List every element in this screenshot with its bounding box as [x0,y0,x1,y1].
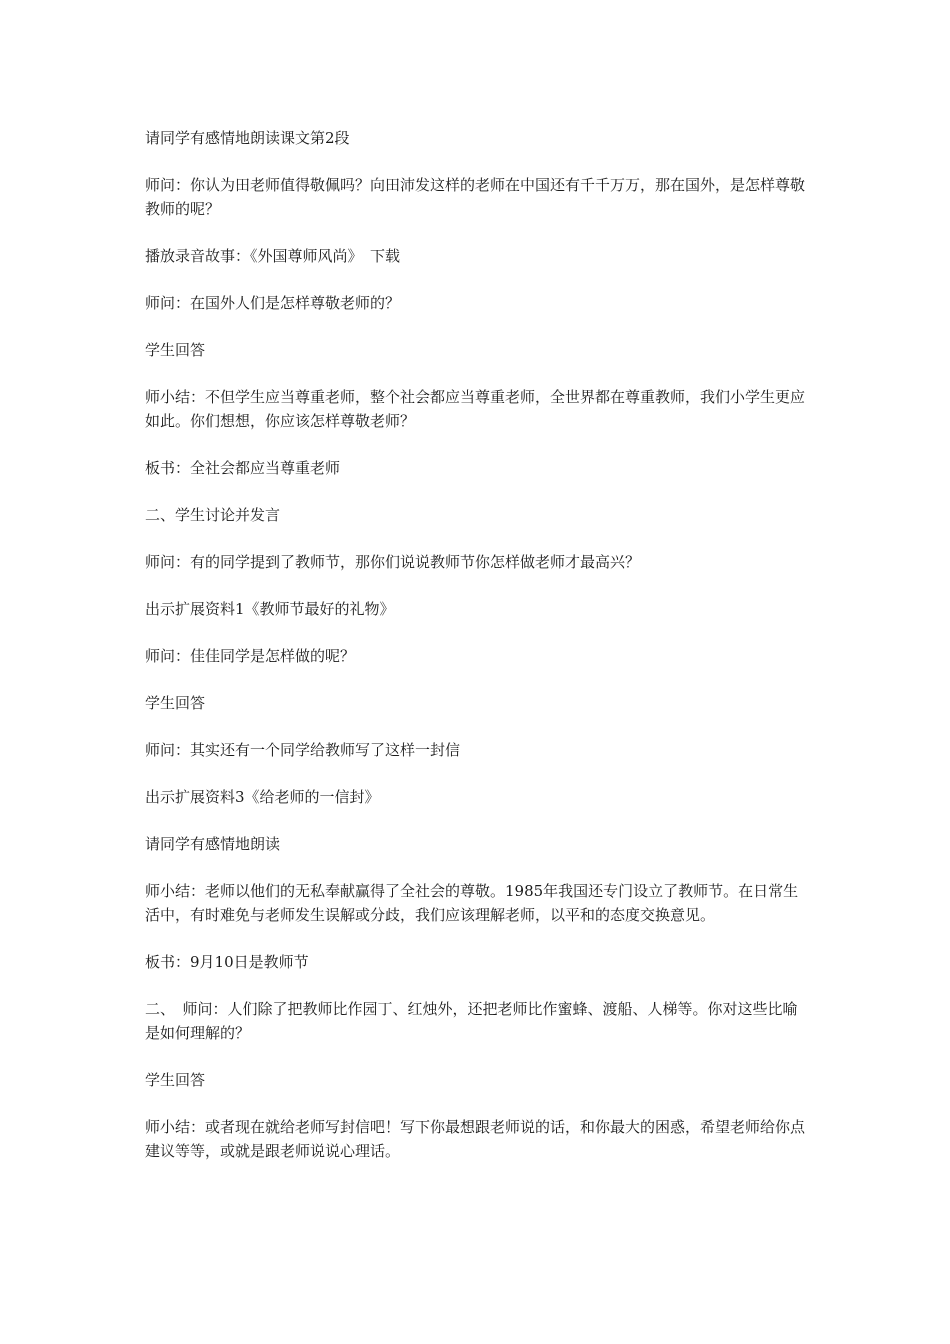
paragraph: 学生回答 [145,341,206,359]
paragraph: 板书：9月10日是教师节 [145,953,309,971]
paragraph: 师问：有的同学提到了教师节，那你们说说教师节你怎样做老师才最高兴？ [145,553,641,571]
paragraph: 请同学有感情地朗读课文第2段 [145,129,350,147]
paragraph: 师问：佳佳同学是怎样做的呢？ [145,647,356,665]
paragraph: 师小结：老师以他们的无私奉献赢得了全社会的尊敬。1985年我国还专门设立了教师节。在日常生活中，有时难免与老师发生误解或分歧，我们应该理解老师，以平和的态度交换意见。 [145,882,799,924]
paragraph: 师问：在国外人们是怎样尊敬老师的？ [145,294,401,312]
document-body [145,126,810,1186]
paragraph: 出示扩展资料3《给老师的一信封》 [145,788,380,806]
section-heading: 二、学生讨论并发言 [145,506,281,524]
paragraph: 师问：其实还有一个同学给教师写了这样一封信 [145,741,461,759]
paragraph: 师小结：或者现在就给老师写封信吧！写下你最想跟老师说的话，和你最大的困惑，希望老师给你点建议等等，或就是跟老师说说心理话。 [145,1118,806,1160]
paragraph: 请同学有感情地朗读 [145,835,281,853]
paragraph: 学生回答 [145,1071,206,1089]
paragraph: 师问：你认为田老师值得敬佩吗？向田沛发这样的老师在中国还有千千万万，那在国外，是怎样尊敬教师的呢？ [145,176,806,218]
paragraph: 播放录音故事：《外国尊师风尚》 下载 [145,247,401,265]
paragraph: 师小结：不但学生应当尊重老师，整个社会都应当尊重老师，全世界都在尊重教师，我们小学生更应如此。你们想想，你应该怎样尊敬老师？ [145,388,806,430]
paragraph: 出示扩展资料1《教师节最好的礼物》 [145,600,395,618]
paragraph: 学生回答 [145,694,206,712]
paragraph: 板书：全社会都应当尊重老师 [145,459,341,477]
section-heading: 二、 师问：人们除了把教师比作园丁、红烛外，还把老师比作蜜蜂、渡船、人梯等。你对这些比喻是如何理解的？ [145,1000,798,1042]
